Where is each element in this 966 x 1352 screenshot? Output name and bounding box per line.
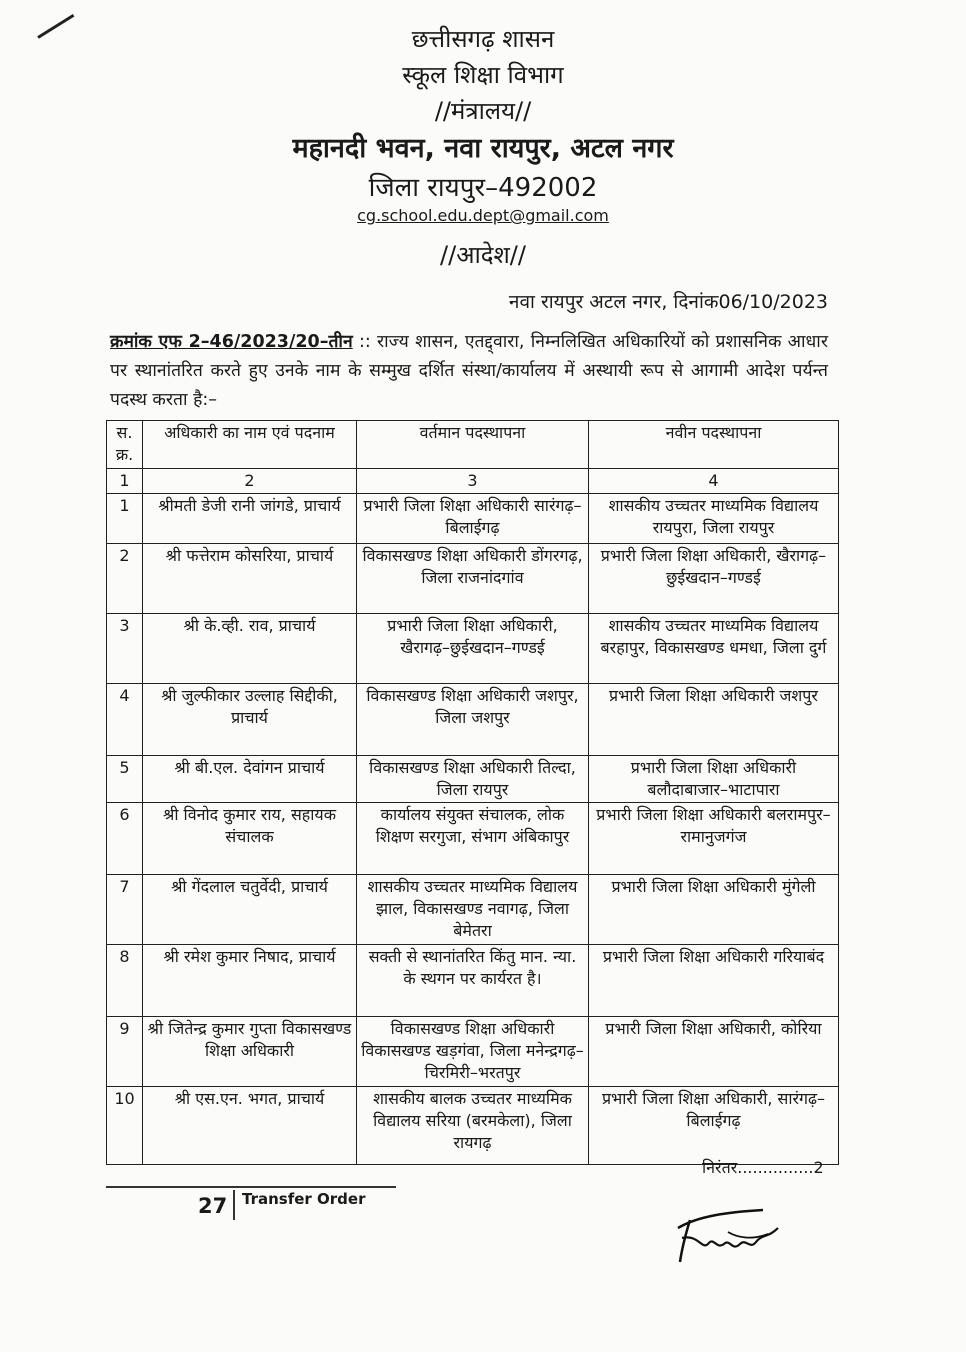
table-row bbox=[107, 684, 839, 756]
col-number: 3 bbox=[357, 469, 589, 494]
row-sno: 2 bbox=[107, 544, 143, 614]
email-address: cg.school.edu.dept@gmail.com bbox=[357, 206, 609, 225]
row-current: सक्ती से स्थानांतरित किंतु मान. न्या. के स्थगन पर कार्यरत है। bbox=[357, 945, 589, 1017]
district-line: जिला रायपुर–492002 bbox=[368, 173, 598, 203]
row-new: प्रभारी जिला शिक्षा अधिकारी जशपुर bbox=[589, 684, 839, 756]
row-name: श्री रमेश कुमार निषाद, प्राचार्य bbox=[143, 945, 357, 1017]
col-number: 1 bbox=[107, 469, 143, 494]
row-name: श्रीमती डेजी रानी जांगडे, प्राचार्य bbox=[143, 494, 357, 544]
row-name: श्री एस.एन. भगत, प्राचार्य bbox=[143, 1087, 357, 1165]
row-new: प्रभारी जिला शिक्षा अधिकारी मुंगेली bbox=[589, 875, 839, 945]
row-sno: 5 bbox=[107, 756, 143, 803]
row-current: विकासखण्ड शिक्षा अधिकारी तिल्दा, जिला रायपुर bbox=[357, 756, 589, 803]
table-row bbox=[107, 803, 839, 875]
table-row bbox=[107, 945, 839, 1017]
department-name: स्कूल शिक्षा विभाग bbox=[402, 61, 564, 89]
col-number: 2 bbox=[143, 469, 357, 494]
footer-tag: Transfer Order bbox=[242, 1190, 366, 1208]
row-current: प्रभारी जिला शिक्षा अधिकारी, खैरागढ़–छुईखदान–गण्डई bbox=[357, 614, 589, 684]
row-name: श्री फत्तेराम कोसरिया, प्राचार्य bbox=[143, 544, 357, 614]
row-name: श्री जुल्फीकार उल्लाह सिद्दीकी, प्राचार्य bbox=[143, 684, 357, 756]
row-name: श्री बी.एल. देवांगन प्राचार्य bbox=[143, 756, 357, 803]
row-sno: 7 bbox=[107, 875, 143, 945]
table-row bbox=[107, 494, 839, 544]
row-sno: 1 bbox=[107, 494, 143, 544]
row-current: प्रभारी जिला शिक्षा अधिकारी सारंगढ़–बिलाईगढ़ bbox=[357, 494, 589, 544]
table-row bbox=[107, 614, 839, 684]
row-name: श्री गेंदलाल चतुर्वेदी, प्राचार्य bbox=[143, 875, 357, 945]
page-number: 27 bbox=[198, 1194, 228, 1218]
row-current: विकासखण्ड शिक्षा अधिकारी विकासखण्ड खड़गंवा, जिला मनेन्द्रगढ़–चिरमिरी–भरतपुर bbox=[357, 1017, 589, 1087]
row-new: प्रभारी जिला शिक्षा अधिकारी, कोरिया bbox=[589, 1017, 839, 1087]
table-row bbox=[107, 1087, 839, 1165]
row-name: श्री विनोद कुमार राय, सहायक संचालक bbox=[143, 803, 357, 875]
row-current: विकासखण्ड शिक्षा अधिकारी डोंगरगढ़, जिला राजनांदगांव bbox=[357, 544, 589, 614]
col-number: 4 bbox=[589, 469, 839, 494]
row-new: प्रभारी जिला शिक्षा अधिकारी, सारंगढ़–बिलाईगढ़ bbox=[589, 1087, 839, 1165]
footer-rule bbox=[106, 1186, 396, 1188]
govt-name: छत्तीसगढ़ शासन bbox=[411, 25, 555, 53]
table-row bbox=[107, 544, 839, 614]
row-new: प्रभारी जिला शिक्षा अधिकारी बलरामपुर–रामानुजगंज bbox=[589, 803, 839, 875]
header-sno: स. क्र. bbox=[107, 421, 143, 469]
signature-icon bbox=[668, 1198, 788, 1268]
row-current: कार्यालय संयुक्त संचालक, लोक शिक्षण सरगुजा, संभाग अंबिकापुर bbox=[357, 803, 589, 875]
row-name: श्री के.व्ही. राव, प्राचार्य bbox=[143, 614, 357, 684]
order-reference: क्रमांक एफ 2–46/2023/20–तीन bbox=[110, 332, 353, 352]
row-name: श्री जितेन्द्र कुमार गुप्ता विकासखण्ड शिक्षा अधिकारी bbox=[143, 1017, 357, 1087]
row-current: विकासखण्ड शिक्षा अधिकारी जशपुर, जिला जशपुर bbox=[357, 684, 589, 756]
row-sno: 3 bbox=[107, 614, 143, 684]
order-title: //आदेश// bbox=[440, 241, 526, 269]
row-sno: 6 bbox=[107, 803, 143, 875]
order-text: :: राज्य शासन, एतद्द्वारा, निम्नलिखित अधिकारियों को प्रशासनिक आधार पर स्थानांतरित करते हुए उनके नाम के सम्मुख दर्शित संस्था/कार्यालय में अस्थायी रूप से आगामी आदेश पर्यन्त पदस्थ करता है:– bbox=[110, 332, 828, 410]
footer-divider bbox=[233, 1190, 235, 1220]
row-new: प्रभारी जिला शिक्षा अधिकारी, खैरागढ़–छुईखदान–गण्डई bbox=[589, 544, 839, 614]
table-row bbox=[107, 875, 839, 945]
transfer-table bbox=[106, 420, 839, 1165]
header-name: अधिकारी का नाम एवं पदनाम bbox=[143, 421, 357, 469]
row-sno: 10 bbox=[107, 1087, 143, 1165]
row-new: प्रभारी जिला शिक्षा अधिकारी गरियाबंद bbox=[589, 945, 839, 1017]
row-current: शासकीय बालक उच्चतर माध्यमिक विद्यालय सरिया (बरमकेला), जिला रायगढ़ bbox=[357, 1087, 589, 1165]
address-line: महानदी भवन, नवा रायपुर, अटल नगर bbox=[292, 133, 674, 164]
row-sno: 9 bbox=[107, 1017, 143, 1087]
row-sno: 4 bbox=[107, 684, 143, 756]
table-row bbox=[107, 1017, 839, 1087]
row-new: प्रभारी जिला शिक्षा अधिकारी बलौदाबाजार–भाटापारा bbox=[589, 756, 839, 803]
table-row bbox=[107, 756, 839, 803]
ministry-label: //मंत्रालय// bbox=[434, 97, 532, 125]
row-new: शासकीय उच्चतर माध्यमिक विद्यालय बरहापुर, विकासखण्ड धमधा, जिला दुर्ग bbox=[589, 614, 839, 684]
row-new: शासकीय उच्चतर माध्यमिक विद्यालय रायपुरा, जिला रायपुर bbox=[589, 494, 839, 544]
continued-note: निरंतर...............2 bbox=[702, 1158, 824, 1177]
row-sno: 8 bbox=[107, 945, 143, 1017]
row-current: शासकीय उच्चतर माध्यमिक विद्यालय झाल, विकासखण्ड नवागढ़, जिला बेमेतरा bbox=[357, 875, 589, 945]
header-current: वर्तमान पदस्थापना bbox=[357, 421, 589, 469]
date-line: नवा रायपुर अटल नगर, दिनांक06/10/2023 bbox=[508, 291, 828, 313]
header-new: नवीन पदस्थापना bbox=[589, 421, 839, 469]
order-paragraph bbox=[110, 328, 828, 415]
